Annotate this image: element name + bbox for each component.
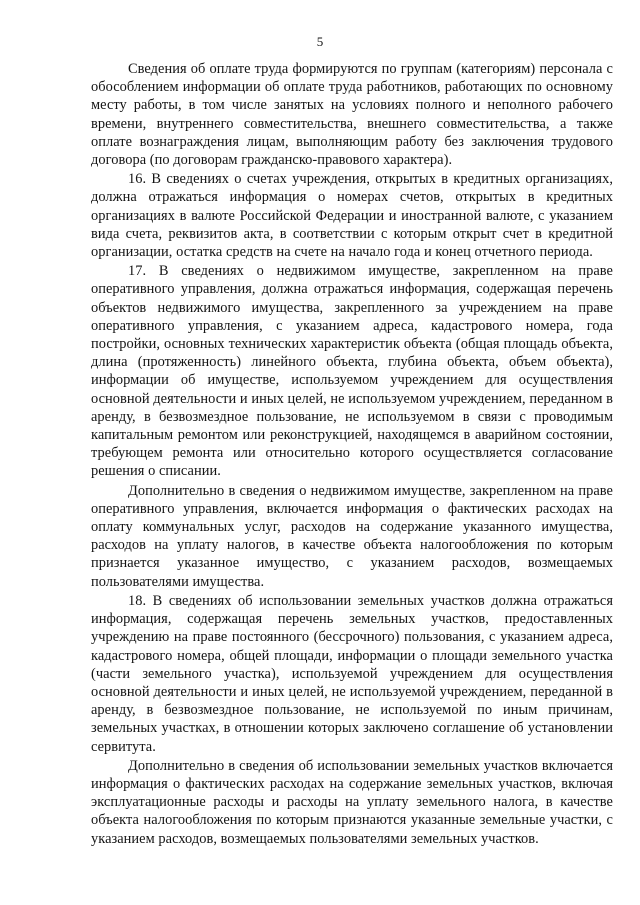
- paragraph-real-estate-expenses: Дополнительно в сведения о недвижимом имуществе, закрепленном на праве оперативного управления, включается информация о фактических расходах на оплату коммунальных услуг, расходов на содержание указанного имущества, расходов на уплату налогов, в качестве объекта налогообложения по которым признается указанное имущество, с указанием расходов, возмещаемых пользователями имущества.: [91, 482, 613, 590]
- paragraph-salary-info: Сведения об оплате труда формируются по группам (категориям) персонала с обособлением информации об оплате труда работников, работающих по основному месту работы, в том числе занятых на условиях полного и неполного рабочего времени, внутреннего совместительства, внешнего совместительства, а также оплате вознаграждения лицам, выполняющим работу без заключения трудового договора (по договорам гражданско-правового характера).: [91, 61, 613, 169]
- page-number: 5: [316, 34, 324, 49]
- paragraph-18-land-plots: 18. В сведениях об использовании земельных участков должна отражаться информация, содержащая перечень земельных участков, предоставленных учреждению на праве постоянного (бессрочного) пользования, с указанием адреса, кадастрового номера, общей площади, информации о площади земельного участка (части земельного участка), используемой учреждением для осуществления основной деятельности и иных целей, не используемой учреждением, переданной в аренду, в безвозмездное пользование, не используемой по иным причинам, земельных участках, в отношении которых заключено соглашение об установлении сервитута.: [91, 592, 613, 755]
- paragraph-land-expenses: Дополнительно в сведения об использовании земельных участков включается информация о фактических расходах на содержание земельных участков, включая эксплуатационные расходы и расходы на уплату земельного налога, в качестве объекта налогообложения по которым признаются указанные земельные участки, с указанием расходов, возмещаемых пользователями земельных участков.: [91, 757, 613, 847]
- paragraph-16-bank-accounts: 16. В сведениях о счетах учреждения, открытых в кредитных организациях, должна отражаться информация о номерах счетов, открытых в кредитных организациях в валюте Российской Федерации и иностранной валюте, с указанием вида счета, реквизитов акта, в соответствии с которым открыт счет в кредитной организации, остатка средств на счете на начало года и конец отчетного периода.: [91, 171, 613, 261]
- paragraph-17-real-estate: 17. В сведениях о недвижимом имуществе, закрепленном на праве оперативного управления, должна отражаться информация, содержащая перечень объектов недвижимого имущества, закрепленного за учреждением на праве оперативного управления, с указанием адреса, кадастрового номера, года постройки, основных технических характеристик объекта (общая площадь объекта, длина (протяженность) линейного объекта, глубина объекта, объем объекта), информации об имуществе, используемом учреждением для осуществления основной деятельности и иных целей, не используемом учреждением, переданном в аренду, в безвозмездное пользование, не используемом в связи с проводимым капитальным ремонтом или реконструкцией, находящемся в аварийном состоянии, требующем ремонта или относительно которого осуществляется согласование решения о списании.: [91, 263, 613, 480]
- document-body: [91, 60, 613, 849]
